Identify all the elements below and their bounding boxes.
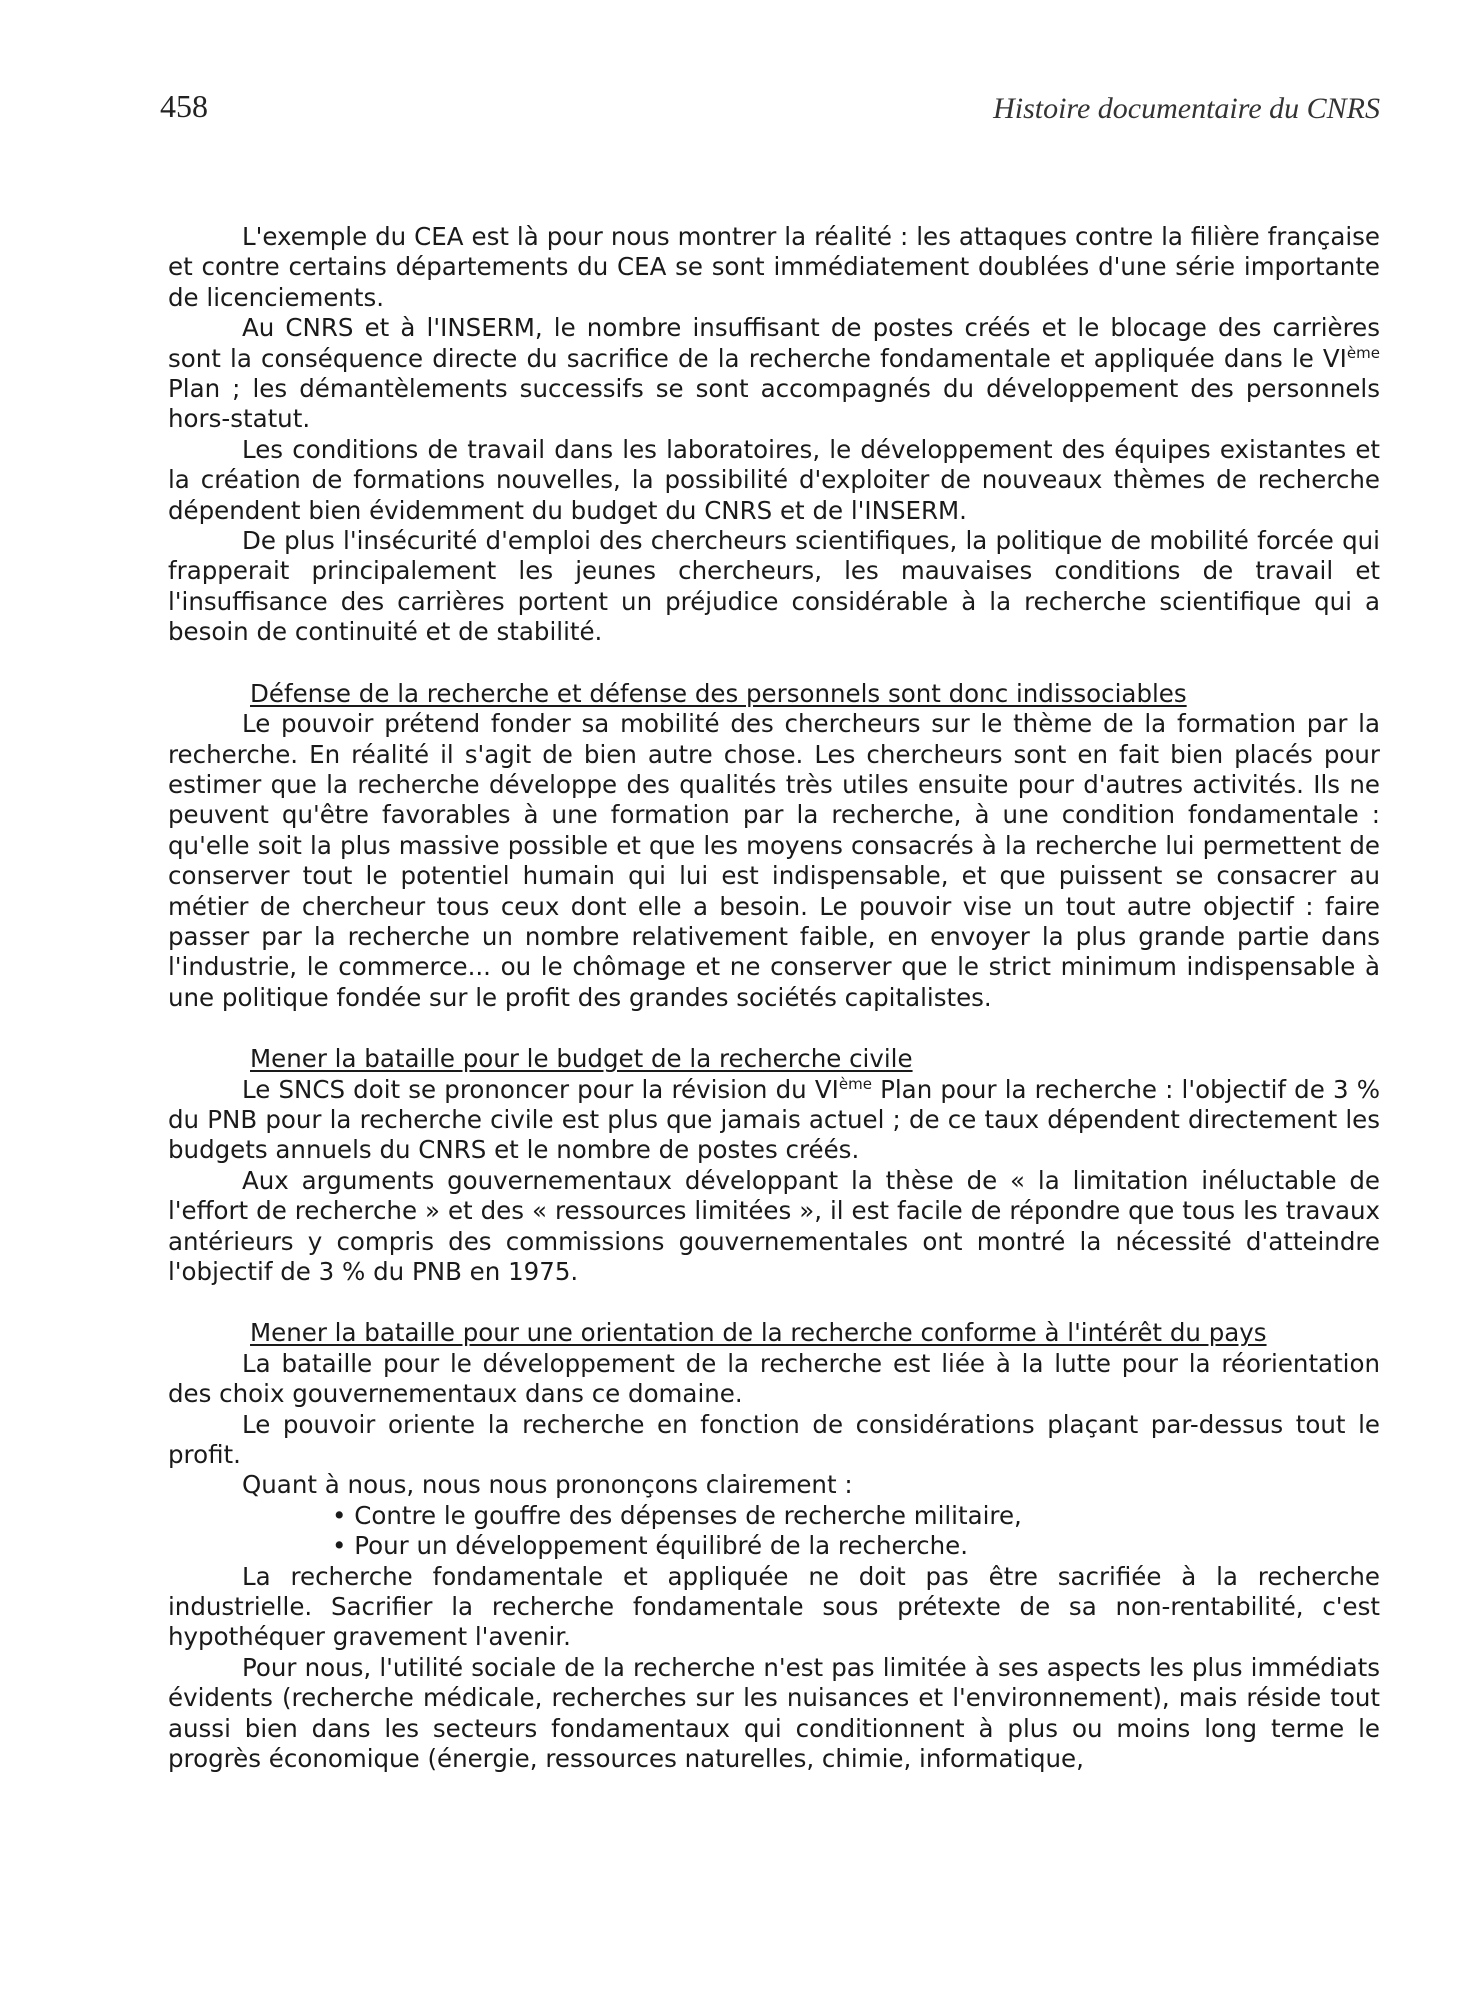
paragraph: Les conditions de travail dans les laboratoires, le développement des équipes existantes et la création de formations nouvelles, la possibilité d'exploiter de nouveaux thèmes de recherche dépendent bien évidemment du budget du CNRS et de l'INSERM.	[168, 434, 1380, 525]
page-number: 458	[160, 88, 208, 124]
paragraph: Le SNCS doit se prononcer pour la révision du VIème Plan pour la recherche : l'objectif de 3 % du PNB pour la recherche civile est plus que jamais actuel ; de ce taux dépendent directement les budgets annuels du CNRS et le nombre de postes créés.	[168, 1074, 1380, 1165]
bullet-item: • Contre le gouffre des dépenses de recherche militaire,	[332, 1500, 1022, 1530]
section-heading: Mener la bataille pour le budget de la recherche civile	[250, 1044, 913, 1074]
paragraph: La recherche fondamentale et appliquée ne doit pas être sacrifiée à la recherche industrielle. Sacrifier la recherche fondamentale sous prétexte de sa non-rentabilité, c'est hypothéquer gravement l'avenir.	[168, 1561, 1380, 1652]
paragraph: Au CNRS et à l'INSERM, le nombre insuffisant de postes créés et le blocage des carrières sont la conséquence directe du sacrifice de la recherche fondamentale et appliquée dans le VIème Plan ; les démantèlements successifs se sont accompagnés du développement des personnels hors-statut.	[168, 313, 1380, 434]
paragraph: Aux arguments gouvernementaux développant la thèse de « la limitation inéluctable de l'effort de recherche » et des « ressources limitées », il est facile de répondre que tous les travaux antérieurs y compris des commissions gouvernementales ont montré la nécessité d'atteindre l'objectif de 3 % du PNB en 1975.	[168, 1165, 1380, 1286]
bullet-item: • Pour un développement équilibré de la recherche.	[332, 1531, 969, 1561]
running-title: Histoire documentaire du CNRS	[993, 92, 1380, 125]
paragraph: Quant à nous, nous nous prononçons clairement :	[242, 1470, 853, 1500]
paragraph: L'exemple du CEA est là pour nous montrer la réalité : les attaques contre la filière française et contre certains départements du CEA se sont immédiatement doublées d'une série importante de licenciements.	[168, 222, 1380, 312]
paragraph: La bataille pour le développement de la recherche est liée à la lutte pour la réorientation des choix gouvernementaux dans ce domaine.	[168, 1348, 1380, 1409]
paragraph: De plus l'insécurité d'emploi des chercheurs scientifiques, la politique de mobilité forcée qui frapperait principalement les jeunes chercheurs, les mauvaises conditions de travail et l'insuffisance des carrières portent un préjudice considérable à la recherche scientifique qui a besoin de continuité et de stabilité.	[168, 526, 1380, 647]
paragraph: Le pouvoir oriente la recherche en fonction de considérations plaçant par-dessus tout le profit.	[168, 1409, 1380, 1470]
section-heading: Défense de la recherche et défense des personnels sont donc indissociables	[250, 678, 1187, 708]
paragraph: Pour nous, l'utilité sociale de la recherche n'est pas limitée à ses aspects les plus immédiats évidents (recherche médicale, recherches sur les nuisances et l'environnement), mais réside tout aussi bien dans les secteurs fondamentaux qui conditionnent à plus ou moins long terme le progrès économique (énergie, ressources naturelles, chimie, informatique,	[168, 1652, 1380, 1774]
section-heading: Mener la bataille pour une orientation de la recherche conforme à l'intérêt du pays	[250, 1318, 1267, 1348]
paragraph: Le pouvoir prétend fonder sa mobilité des chercheurs sur le thème de la formation par la recherche. En réalité il s'agit de bien autre chose. Les chercheurs sont en fait bien placés pour estimer que la recherche développe des qualités très utiles ensuite pour d'autres activités. Ils ne peuvent qu'être favorables à une formation par la recherche, à une condition fondamentale : qu'elle soit la plus massive possible et que les moyens consacrés à la recherche lui permettent de conserver tout le potentiel humain qui lui est indispensable, et que puissent se consacrer au métier de chercheur tous ceux dont elle a besoin. Le pouvoir vise un tout autre objectif : faire passer par la recherche un nombre relativement faible, en envoyer la plus grande partie dans l'industrie, le commerce... ou le chômage et ne conserver que le strict minimum indispensable à une politique fondée sur le profit des grandes sociétés capitalistes.	[168, 709, 1380, 1012]
document-body	[168, 222, 1380, 1775]
